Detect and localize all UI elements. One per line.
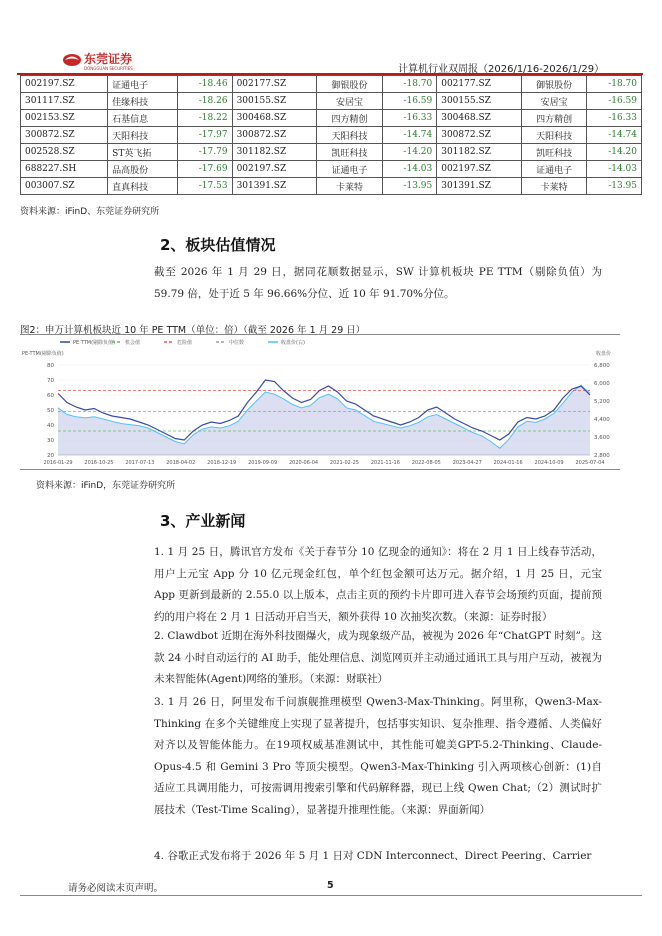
stock-name: ST英飞拓 — [108, 144, 178, 161]
page-number: 5 — [327, 880, 334, 891]
stock-name: 天阳科技 — [317, 127, 382, 144]
stock-code: 300872.SZ — [232, 127, 317, 144]
disclaimer-note: 请务必阅读末页声明。 — [68, 883, 164, 894]
pct-change: -17.53 — [177, 178, 232, 195]
stock-name: 安居宝 — [522, 93, 587, 110]
right-tick-label: 2,800 — [594, 453, 610, 459]
x-tick-label: 2021-02-25 — [329, 460, 359, 466]
stock-code: 002528.SZ — [21, 144, 108, 161]
right-axis-title: 收盘价 — [596, 351, 612, 357]
table-source: 资料来源：iFinD、东莞证券研究所 — [20, 207, 160, 217]
left-tick-label: 40 — [47, 423, 54, 429]
x-tick-label: 2018-12-19 — [207, 460, 237, 466]
x-tick-label: 2024-10-09 — [534, 460, 564, 466]
stock-code: 003007.SZ — [21, 178, 108, 195]
valuation-paragraph: 截至 2026 年 1 月 29 日，据同花顺数据显示，SW 计算机板块 PE TTM（剔除负值）为 59.79 倍，处于近 5 年 96.66%分位、近 10 年 91.70%分位。 — [154, 266, 602, 300]
stock-name: 直真科技 — [108, 178, 178, 195]
right-tick-label: 4,400 — [594, 417, 610, 423]
left-tick-label: 20 — [47, 453, 54, 459]
legend-label: PE TTM(剔除负值) — [73, 340, 115, 346]
stock-code: 301182.SZ — [437, 144, 522, 161]
pct-change: -13.95 — [587, 178, 642, 195]
right-tick-label: 5,200 — [594, 399, 610, 405]
stock-name: 天阳科技 — [108, 127, 178, 144]
news-item-4: 4. 谷歌正式发布将于 2026 年 5 月 1 日对 CDN Interconnect、Direct Peering、Carrier — [154, 850, 592, 862]
pct-change: -18.22 — [177, 110, 232, 127]
stock-code: 301391.SZ — [437, 178, 522, 195]
right-tick-label: 6,000 — [594, 381, 610, 387]
x-tick-label: 2017-07-13 — [125, 460, 155, 466]
stock-name: 卡莱特 — [317, 178, 382, 195]
stock-code: 002177.SZ — [232, 76, 317, 93]
stock-name: 佳缘科技 — [108, 93, 178, 110]
stock-name: 安居宝 — [317, 93, 382, 110]
stock-code: 301182.SZ — [232, 144, 317, 161]
pct-change: -17.97 — [177, 127, 232, 144]
left-axis-title: PE-TTM(剔除负值) — [22, 351, 64, 357]
figure-title: 图2：申万计算机板块近 10 年 PE TTM（单位：倍）（截至 2026 年 1 月 29 日） — [20, 325, 366, 336]
pct-change: -14.74 — [382, 127, 437, 144]
stock-name: 凯旺科技 — [317, 144, 382, 161]
pct-change: -16.33 — [382, 110, 437, 127]
stock-name: 凯旺科技 — [522, 144, 587, 161]
stock-code: 300468.SZ — [232, 110, 317, 127]
stock-name: 四方精创 — [522, 110, 587, 127]
stock-code: 300468.SZ — [437, 110, 522, 127]
left-tick-label: 60 — [47, 393, 54, 399]
x-tick-label: 2024-01-16 — [493, 460, 523, 466]
stock-code: 300872.SZ — [437, 127, 522, 144]
pct-change: -14.03 — [382, 161, 437, 178]
stock-code: 002197.SZ — [21, 76, 108, 93]
pct-change: -16.59 — [587, 93, 642, 110]
table-row — [21, 144, 642, 161]
stock-code: 301117.SZ — [21, 93, 108, 110]
legend-label: 收盘价(右) — [281, 340, 305, 346]
x-tick-label: 2020-06-04 — [289, 460, 319, 466]
news-item-1: 1. 1 月 25 日，腾讯官方发布《关于春节分 10 亿现金的通知》：将在 2 月 1 日上线春节活动，用户上元宝 App 分 10 亿元现金红包，单个红包金额可达万元。据介绍，1 月 25 日，元宝 App 更新到最新的 2.55.0 以上版本，点击主页的预约卡片即可进入春节会场预约页面，提前预约的用户将在 2 月 1 日活动开启当天，额外获得 10 次抽奖次数。（来源：证券时报） — [154, 546, 602, 623]
x-tick-label: 2025-07-04 — [575, 460, 605, 466]
right-tick-label: 3,600 — [594, 435, 610, 441]
section-3-heading: 3、产业新闻 — [160, 512, 246, 530]
pct-change: -13.95 — [382, 178, 437, 195]
report-title: 计算机行业双周报（2026/1/16-2026/1/29） — [398, 64, 605, 75]
table-row — [21, 127, 642, 144]
stock-name: 御银股份 — [522, 76, 587, 93]
stock-name: 御银股份 — [317, 76, 382, 93]
pct-change: -14.74 — [587, 127, 642, 144]
pct-change: -14.20 — [587, 144, 642, 161]
stock-name: 天阳科技 — [522, 127, 587, 144]
stock-name: 证通电子 — [522, 161, 587, 178]
stock-code: 301391.SZ — [232, 178, 317, 195]
stock-name: 品高股份 — [108, 161, 178, 178]
footer-rule — [20, 895, 642, 896]
pct-change: -18.70 — [587, 76, 642, 93]
table-row — [21, 161, 642, 178]
figure-source: 资料来源：iFinD，东莞证券研究所 — [36, 481, 176, 491]
x-tick-label: 2016-10-25 — [84, 460, 114, 466]
pct-change: -17.79 — [177, 144, 232, 161]
legend-label: 危险值 — [177, 340, 193, 346]
stock-code: 688227.SH — [21, 161, 108, 178]
left-tick-label: 30 — [47, 438, 54, 444]
pct-change: -18.26 — [177, 93, 232, 110]
logo-text: 东莞证券 — [84, 52, 133, 66]
x-tick-label: 2021-11-16 — [370, 460, 400, 466]
stock-code: 300155.SZ — [232, 93, 317, 110]
logo-subtext: DONGGUAN SECURITIES — [84, 66, 133, 71]
x-tick-label: 2022-08-05 — [411, 460, 441, 466]
pct-change: -16.59 — [382, 93, 437, 110]
stock-code: 002177.SZ — [437, 76, 522, 93]
stock-code: 002197.SZ — [232, 161, 317, 178]
stock-code: 300872.SZ — [21, 127, 108, 144]
company-logo — [62, 50, 172, 72]
right-tick-label: 6,800 — [594, 363, 610, 369]
figure-frame — [20, 334, 620, 470]
left-tick-label: 50 — [47, 408, 54, 414]
section-2-heading: 2、板块估值情况 — [160, 236, 276, 254]
x-tick-label: 2023-04-27 — [452, 460, 482, 466]
pct-change: -17.69 — [177, 161, 232, 178]
x-tick-label: 2019-09-09 — [248, 460, 278, 466]
legend-label: 机会值 — [125, 340, 141, 346]
x-tick-label: 2018-04-02 — [166, 460, 196, 466]
table-row — [21, 178, 642, 195]
news-item-3: 3. 1 月 26 日，阿里发布千问旗舰推理模型 Qwen3-Max-Thinking。阿里称，Qwen3-Max-Thinking 在多个关键维度上实现了显著提升，包括事实知识、复杂推理、指令遵循、人类偏好对齐以及智能体能力。在19项权威基准测试中，其性能可媲美GPT-5.2-Thinking、Claude-Opus-4.5 和 Gemini 3 Pro 等顶尖模型。Qwen3-Max-Thinking 引入两项核心创新：(1)自适应工具调用能力，可按需调用搜索引擎和代码解释器，现已上线 Qwen Chat;（2）测试时扩展技术（Test-Time Scaling），显著提升推理性能。（来源：界面新闻） — [154, 696, 602, 816]
stock-code: 002197.SZ — [437, 161, 522, 178]
stock-code: 300155.SZ — [437, 93, 522, 110]
stock-name: 四方精创 — [317, 110, 382, 127]
table-row — [21, 93, 642, 110]
pct-change: -16.33 — [587, 110, 642, 127]
x-tick-label: 2016-01-29 — [43, 460, 73, 466]
pct-change: -18.70 — [382, 76, 437, 93]
decline-ranking-table — [20, 75, 642, 195]
pct-change: -18.46 — [177, 76, 232, 93]
news-item-2: 2. Clawdbot 近期在海外科技圈爆火，成为现象级产品，被视为 2026 年“ChatGPT 时刻”。这款 24 小时自动运行的 AI 助手，能处理信息、浏览网页并主动通过通讯工具与用户互动，被视为未来智能体(Agent)网络的雏形。（来源：财联社） — [154, 630, 602, 685]
left-tick-label: 80 — [47, 363, 54, 369]
stock-name: 卡莱特 — [522, 178, 587, 195]
stock-code: 002153.SZ — [21, 110, 108, 127]
table-row — [21, 110, 642, 127]
pe-ttm-chart — [20, 335, 620, 469]
stock-name: 证通电子 — [108, 76, 178, 93]
left-tick-label: 70 — [47, 378, 54, 384]
pct-change: -14.20 — [382, 144, 437, 161]
stock-name: 石基信息 — [108, 110, 178, 127]
table-row — [21, 76, 642, 93]
legend-label: 中位数 — [229, 340, 245, 346]
stock-name: 证通电子 — [317, 161, 382, 178]
pct-change: -14.03 — [587, 161, 642, 178]
